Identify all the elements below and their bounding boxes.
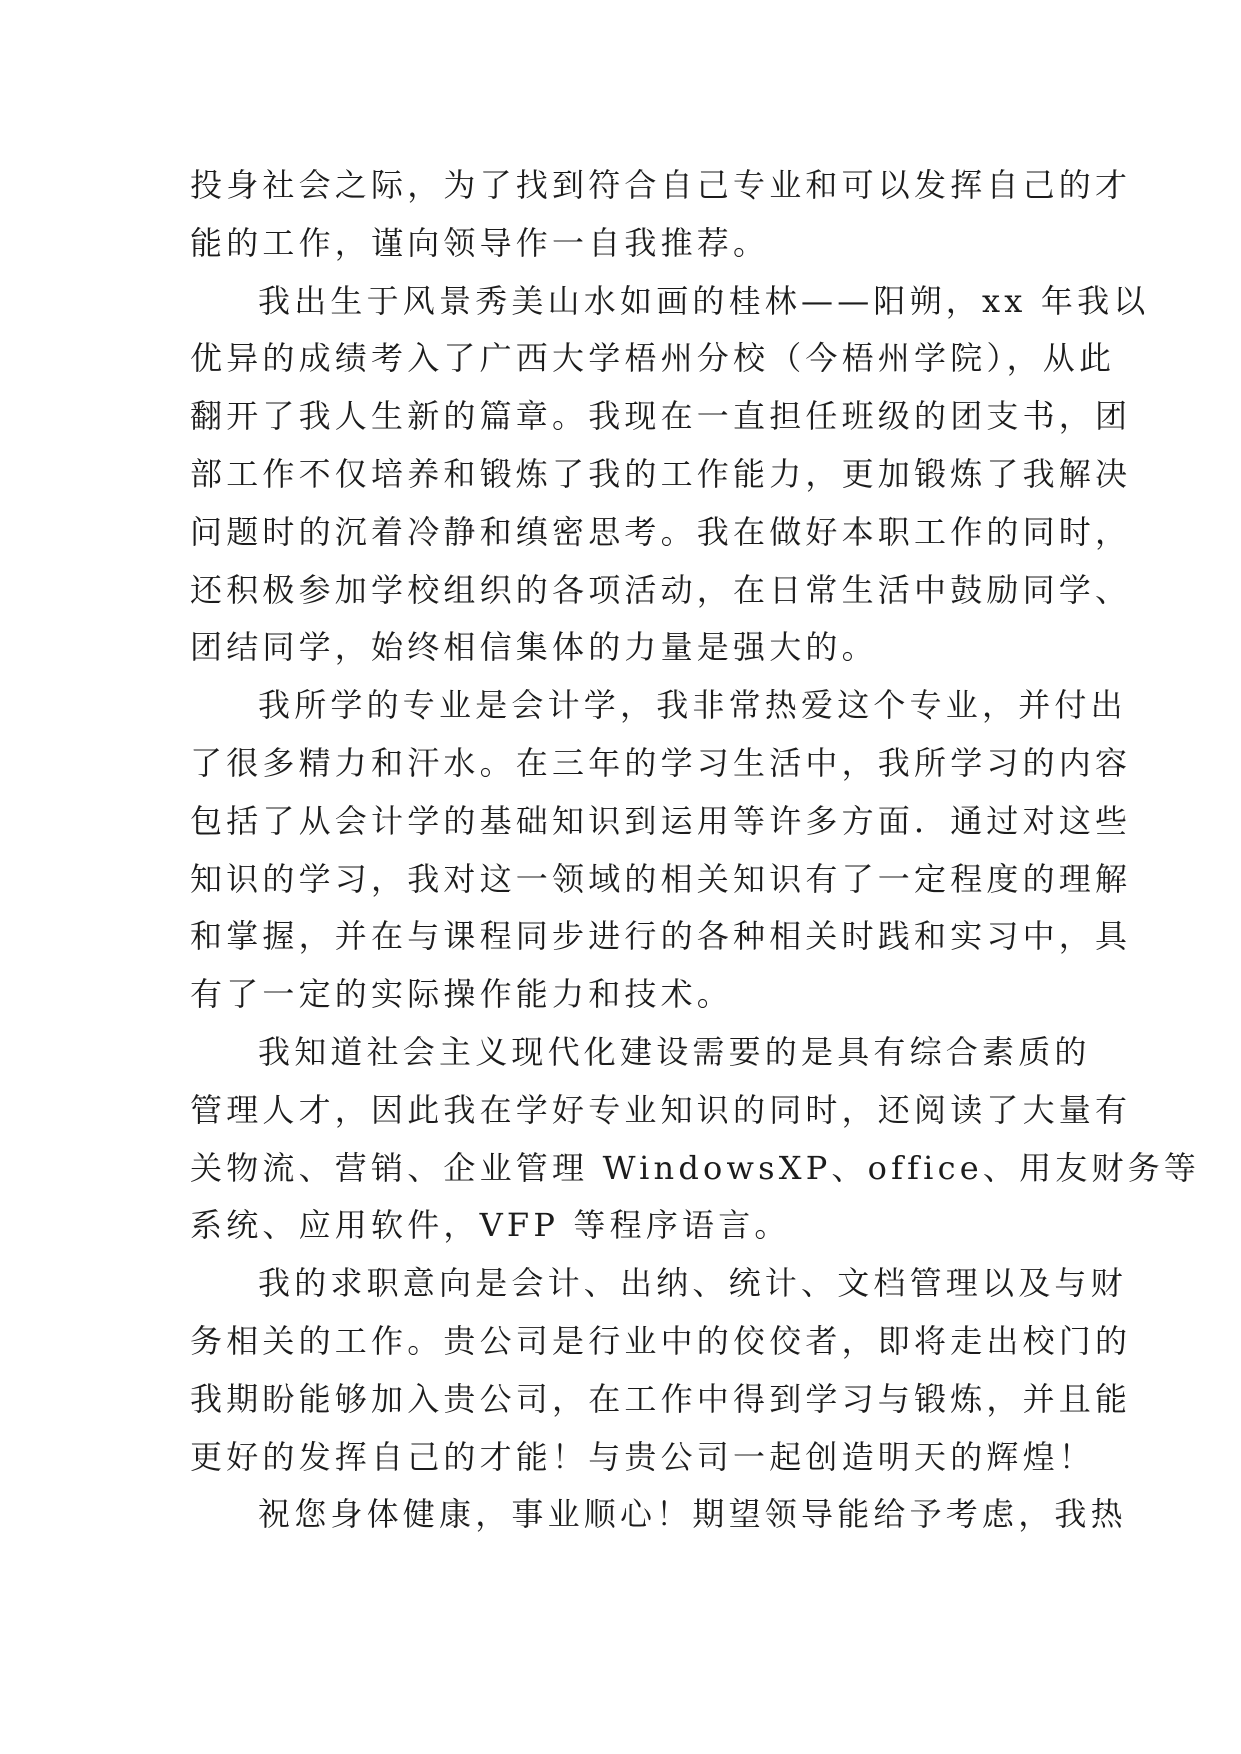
text-line: 能的工作，谨向领导作一自我推荐。 <box>190 223 770 262</box>
text-line: 我所学的专业是会计学，我非常热爱这个专业，并付出 <box>258 686 1127 725</box>
text-line: 问题时的沉着冷静和缜密思考。我在做好本职工作的同时， <box>190 512 1132 551</box>
text-line: 务相关的工作。贵公司是行业中的佼佼者，即将走出校门的 <box>190 1321 1132 1360</box>
text-line: 团结同学，始终相信集体的力量是强大的。 <box>190 628 878 667</box>
text-line: 更好的发挥自己的才能！与贵公司一起创造明天的辉煌！ <box>190 1437 1096 1476</box>
text-line: 系统、应用软件，VFP 等程序语言。 <box>190 1206 791 1245</box>
text-line: 祝您身体健康，事业顺心！期望领导能给予考虑，我热 <box>258 1495 1127 1534</box>
text-line: 了很多精力和汗水。在三年的学习生活中，我所学习的内容 <box>190 743 1132 782</box>
text-line: 还积极参加学校组织的各项活动，在日常生活中鼓励同学、 <box>190 570 1132 609</box>
text-line: 我出生于风景秀美山水如画的桂林——阳朔，xx 年我以 <box>258 281 1150 320</box>
text-line: 我知道社会主义现代化建设需要的是具有综合素质的 <box>258 1032 1091 1071</box>
text-line: 包括了从会计学的基础知识到运用等许多方面．通过对这些 <box>190 801 1132 840</box>
text-line: 和掌握，并在与课程同步进行的各种相关时践和实习中，具 <box>190 917 1132 956</box>
text-line: 有了一定的实际操作能力和技术。 <box>190 975 734 1014</box>
text-line: 管理人才，因此我在学好专业知识的同时，还阅读了大量有 <box>190 1090 1132 1129</box>
text-line: 投身社会之际，为了找到符合自己专业和可以发挥自己的才 <box>190 166 1132 204</box>
text-line: 部工作不仅培养和锻炼了我的工作能力，更加锻炼了我解决 <box>190 454 1132 493</box>
text-line: 优异的成绩考入了广西大学梧州分校（今梧州学院），从此 <box>190 339 1116 378</box>
letter-body <box>190 157 1201 1544</box>
text-line: 知识的学习，我对这一领域的相关知识有了一定程度的理解 <box>190 859 1132 898</box>
text-line: 我期盼能够加入贵公司，在工作中得到学习与锻炼，并且能 <box>190 1379 1132 1418</box>
text-line: 我的求职意向是会计、出纳、统计、文档管理以及与财 <box>258 1264 1127 1303</box>
text-line: 翻开了我人生新的篇章。我现在一直担任班级的团支书，团 <box>190 397 1132 436</box>
text-line: 关物流、营销、企业管理 WindowsXP、office、用友财务等 <box>190 1148 1201 1187</box>
